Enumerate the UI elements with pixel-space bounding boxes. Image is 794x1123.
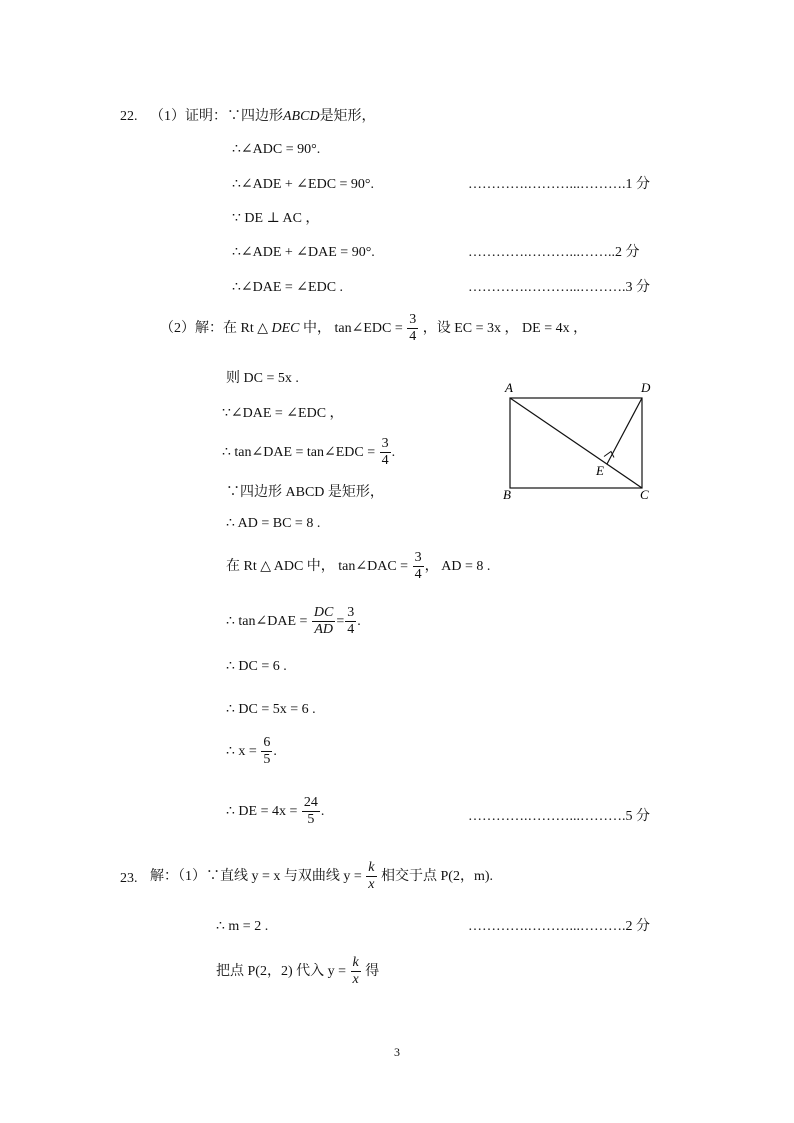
line-tan-dae: ∴ tan∠DAE = $\frac{DC}{AD}$ = $\frac{3}{4}$ . [226,605,361,638]
page-number: 3 [394,1045,400,1059]
part1-intro: （1）证明：∵四边形 [150,109,283,124]
p23-line1-text: 解：（1）∵直线 y = x 与双曲线 y = [150,868,362,884]
label-e: E [596,463,604,478]
problem-22-label: 22. [120,109,138,124]
fraction-3-4: $\frac{3}{4}$ [381,436,389,469]
tan-dae-text: ∴ tan∠DAE = [226,613,308,629]
score-2: ………….………...……..2 分 [468,245,640,260]
abcd-text: ABCD [283,109,320,124]
line-dc-5x-6: ∴ DC = 5x = 6 . [226,702,316,717]
line-tan-equal: ∴ tan∠DAE = tan∠EDC = $\frac{3}{4}$ . [222,436,396,469]
line-dc-6: ∴ DC = 6 . [226,659,287,674]
fraction-k-x: $\frac{k}{x}$ [352,955,359,988]
rt-adc-text: 在 Rt △ ADC 中， tan∠DAC = [226,558,409,574]
part2-de: DE = 4x ， [522,320,588,336]
fraction-3-4: $\frac{3}{4}$ [414,550,422,583]
p23-intersect-text: 相交于点 P(2，m). [381,868,494,884]
proof-line-6: ∴∠DAE = ∠EDC . [232,280,344,295]
proof-line-3: ∴∠ADE + ∠EDC = 90°. [232,177,375,192]
fraction-6-5: $\frac{6}{5}$ [263,735,271,768]
part2-set: ，设 EC = 3x ， [422,320,519,336]
proof-line-4: ∵ DE ⊥ AC ， [232,211,320,226]
diagonal-ac [510,398,642,488]
problem-23-line-1 [150,860,493,893]
part2-intro-line [160,312,587,345]
ad-8-text: ， AD = 8 . [424,558,491,574]
proof-line-5: ∴∠ADE + ∠DAE = 90°. [232,245,375,260]
line-de-value: ∴ DE = 4x = $\frac{24}{5}$ . [226,795,325,828]
fraction-24-5: $\frac{24}{5}$ [303,795,318,828]
line-dc-5x: 则 DC = 5x . [226,371,299,386]
line-because-angles: ∵∠DAE = ∠EDC ， [222,406,344,421]
problem-22-part1-line [150,110,376,124]
label-d: D [641,380,651,395]
label-b: B [503,487,511,502]
p23-get-text: 得 [365,963,380,979]
line-ad-bc: ∴ AD = BC = 8 . [226,516,321,531]
label-a: A [505,380,513,395]
problem-23-line-3 [216,955,379,988]
fraction-k-x: $\frac{k}{x}$ [368,860,375,893]
part2-lead: （2）解：在 Rt △ [160,320,268,336]
proof-line-2: ∴∠ADC = 90°. [232,142,321,157]
fraction-3-4: $\frac{3}{4}$ [347,605,355,638]
score-1: ………….………...……….1 分 [468,177,650,192]
label-c: C [640,487,649,502]
score-23-2: ………….………...……….2 分 [468,919,650,934]
x-eq-text: ∴ x = [226,743,257,759]
problem-23-line-2: ∴ m = 2 . [216,919,269,934]
rectangle-figure [495,378,665,503]
score-3: ………….………...……….3 分 [468,280,650,295]
line-rt-adc [226,550,490,583]
fraction-dc-ad: $\frac{DC}{AD}$ [313,605,334,638]
part2-tan: 中， tan∠EDC = [303,320,403,336]
score-5: ………….………...……….5 分 [468,809,650,824]
p23-substitute-text: 把点 P(2，2) 代入 y = [216,963,347,979]
fraction-3-4: $\frac{3}{4}$ [409,312,417,345]
dec-text: DEC [271,320,300,336]
is-rect-text: 是矩形， [319,109,376,124]
line-rect: ∵四边形 ABCD 是矩形， [226,485,384,500]
line-x-value: ∴ x = $\frac{6}{5}$ . [226,735,277,768]
problem-23-label: 23. [120,871,138,886]
de-eq-text: ∴ DE = 4x = [226,803,298,819]
tan-equal-text: ∴ tan∠DAE = tan∠EDC = [222,444,376,460]
